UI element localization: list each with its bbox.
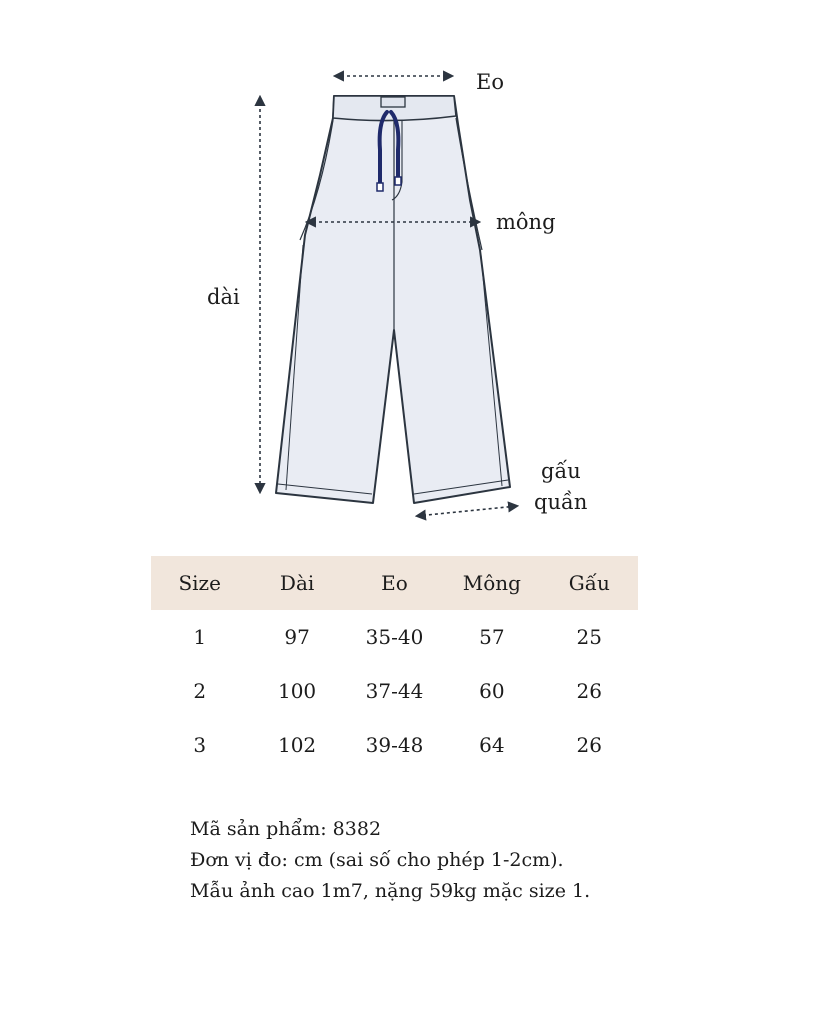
hip-label: mông: [496, 210, 556, 234]
header-hem: Gấu: [541, 556, 638, 610]
table-cell: 26: [576, 679, 602, 703]
table-cell: 35-40: [365, 625, 424, 649]
product-notes: [190, 814, 590, 907]
table-cell: 26: [576, 733, 602, 757]
table-cell: 57: [479, 625, 505, 649]
waist-label: Eo: [476, 70, 504, 94]
table-cell: 64: [479, 733, 505, 757]
header-size: Size: [151, 556, 248, 610]
pants-body: [276, 96, 510, 503]
header-hip: Mông: [443, 556, 540, 610]
table-cell: 3: [193, 733, 207, 757]
drawstring-tip-right: [395, 177, 401, 185]
table-cell: 97: [284, 625, 310, 649]
table-row: [151, 664, 638, 718]
hem-label-line1: gấu: [541, 459, 581, 483]
table-header-row: [151, 556, 638, 610]
model-note: Mẫu ảnh cao 1m7, nặng 59kg mặc size 1.: [190, 880, 591, 902]
drawstring-tip-left: [377, 183, 383, 191]
length-label: dài: [207, 285, 240, 309]
header-length: Dài: [248, 556, 345, 610]
table-cell: 37-44: [365, 679, 424, 703]
table-cell: 2: [193, 679, 207, 703]
table-row: [151, 610, 638, 664]
product-code: Mã sản phẩm: 8382: [190, 818, 382, 840]
hem-arrow: [417, 506, 517, 516]
unit-note: Đơn vị đo: cm (sai số cho phép 1-2cm).: [190, 849, 564, 871]
table-cell: 60: [479, 679, 505, 703]
pants-illustration: [276, 96, 510, 503]
size-table: [151, 556, 638, 772]
table-cell: 102: [277, 733, 317, 757]
belt-loop: [381, 97, 405, 107]
table-cell: 1: [193, 625, 207, 649]
table-cell: 100: [277, 679, 317, 703]
header-waist: Eo: [346, 556, 443, 610]
table-cell: 25: [576, 625, 602, 649]
table-row: [151, 718, 638, 772]
table-cell: 39-48: [365, 733, 424, 757]
hem-label-line2: quần: [534, 490, 588, 514]
